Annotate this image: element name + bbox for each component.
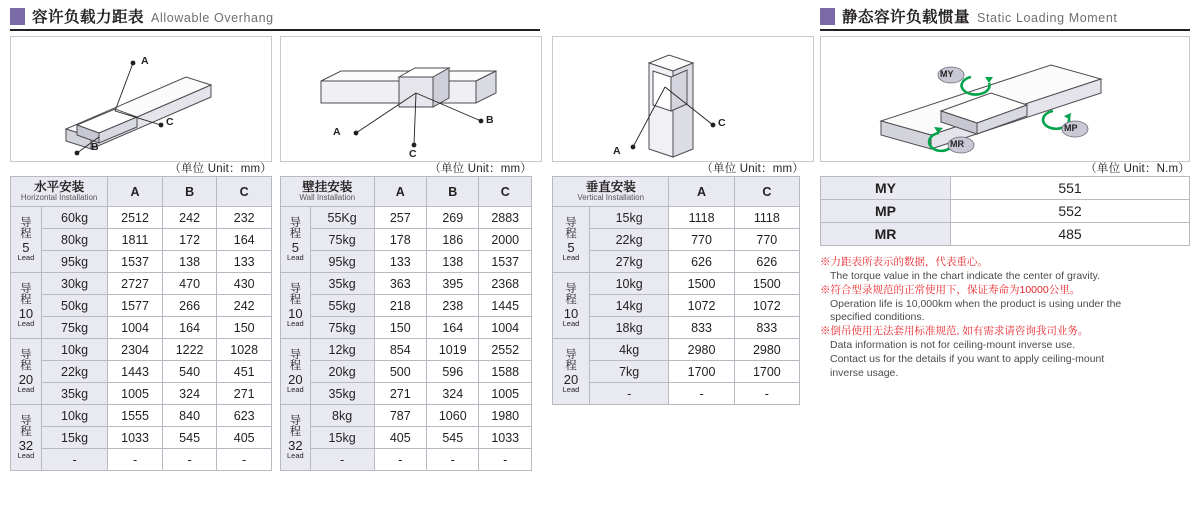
table-row <box>281 427 532 449</box>
unit-caption-2: （单位 Unit：mm） <box>429 163 532 175</box>
unit-caption-1: （单位 Unit：mm） <box>169 163 272 175</box>
diagram-label-mp: MP <box>1064 123 1078 133</box>
load-value: 80kg <box>41 229 107 251</box>
moment-value: 485 <box>951 223 1190 246</box>
note-en: Operation life is 10,000km when the product is using under the <box>830 297 1122 310</box>
overhang-value: 164 <box>162 317 217 339</box>
moment-label: MR <box>821 223 951 246</box>
table-title-cn: 水平安装 <box>34 179 85 194</box>
table-row <box>281 207 532 229</box>
load-value: 4kg <box>589 339 668 361</box>
table-row <box>553 229 800 251</box>
column-header-a: A <box>669 177 734 207</box>
overhang-value: 1555 <box>108 405 163 427</box>
load-value: 30kg <box>41 273 107 295</box>
overhang-value: 2883 <box>479 207 532 229</box>
overhang-value: 1443 <box>108 361 163 383</box>
column-header-a: A <box>108 177 163 207</box>
overhang-value: 186 <box>427 229 479 251</box>
load-value: 55Kg <box>310 207 374 229</box>
overhang-value: 257 <box>374 207 426 229</box>
table-row <box>11 229 272 251</box>
table-row <box>553 207 800 229</box>
table-row <box>11 207 272 229</box>
table-row <box>281 273 532 295</box>
load-value: 10kg <box>41 405 107 427</box>
overhang-value: 164 <box>217 229 272 251</box>
overhang-value: 2512 <box>108 207 163 229</box>
note-cn: ※力距表所表示的数据，代表重心。 <box>820 256 988 268</box>
load-value: 20kg <box>310 361 374 383</box>
section-title-en: Allowable Overhang <box>151 10 274 25</box>
lead-group-label: 导 程 10 Lead <box>553 273 590 339</box>
load-value: 27kg <box>589 251 668 273</box>
load-value: 7kg <box>589 361 668 383</box>
table-row <box>281 251 532 273</box>
table-header-row <box>553 177 800 207</box>
divider <box>10 29 540 31</box>
table-horizontal-installation <box>10 176 272 471</box>
table-row <box>281 405 532 427</box>
table-header-row <box>281 177 532 207</box>
overhang-value: 545 <box>427 427 479 449</box>
table-row <box>11 339 272 361</box>
table-row <box>553 383 800 405</box>
overhang-value: 1700 <box>734 361 799 383</box>
overhang-value: 1811 <box>108 229 163 251</box>
table-row <box>553 317 800 339</box>
overhang-value: 269 <box>427 207 479 229</box>
load-value: 12kg <box>310 339 374 361</box>
lead-group-label: 导 程 20 Lead <box>281 339 311 405</box>
table-header-row <box>11 177 272 207</box>
overhang-value: 451 <box>217 361 272 383</box>
table-row <box>11 405 272 427</box>
overhang-value: 1700 <box>669 361 734 383</box>
load-value: 35kg <box>41 383 107 405</box>
column-header-a: A <box>374 177 426 207</box>
table-title-en: Vertical Installation <box>577 192 645 202</box>
table-title-cell <box>281 177 375 207</box>
column-header-b: B <box>427 177 479 207</box>
accent-bar-icon <box>820 8 835 25</box>
diagram-label-my: MY <box>940 69 954 79</box>
overhang-value: 540 <box>162 361 217 383</box>
section-static-loading-moment <box>820 8 1190 31</box>
overhang-value: 178 <box>374 229 426 251</box>
load-value: 18kg <box>589 317 668 339</box>
section-heading-left <box>10 8 540 25</box>
overhang-value: - <box>734 383 799 405</box>
overhang-value: 1019 <box>427 339 479 361</box>
overhang-value: - <box>374 449 426 471</box>
load-value: 15kg <box>589 207 668 229</box>
overhang-value: 1577 <box>108 295 163 317</box>
overhang-value: 324 <box>162 383 217 405</box>
overhang-value: 164 <box>427 317 479 339</box>
overhang-value: 1004 <box>479 317 532 339</box>
diagram-vertical-svg <box>553 37 813 161</box>
overhang-value: 787 <box>374 405 426 427</box>
table-row <box>553 339 800 361</box>
overhang-value: 596 <box>427 361 479 383</box>
lead-group-label: 导 程 5 Lead <box>553 207 590 273</box>
table-title-cell <box>553 177 669 207</box>
overhang-value: 2980 <box>669 339 734 361</box>
table-static-loading-moment <box>820 176 1190 246</box>
section-title-cn: 静态容许负载惯量 <box>842 8 971 26</box>
overhang-value: 2368 <box>479 273 532 295</box>
overhang-value: 1222 <box>162 339 217 361</box>
moment-value: 552 <box>951 200 1190 223</box>
note-cn: ※符合型录规范的正常使用下，保证寿命为10000公里。 <box>820 283 1081 296</box>
overhang-value: 1072 <box>669 295 734 317</box>
load-value: 75kg <box>310 317 374 339</box>
unit-caption-3: （单位 Unit：mm） <box>701 163 804 175</box>
overhang-value: 2552 <box>479 339 532 361</box>
divider <box>820 29 1190 31</box>
overhang-value: 405 <box>217 427 272 449</box>
column-header-c: C <box>217 177 272 207</box>
table-row <box>281 295 532 317</box>
load-value: 75kg <box>310 229 374 251</box>
diagram-label-c: C <box>166 116 174 128</box>
table-row <box>11 317 272 339</box>
overhang-value: 854 <box>374 339 426 361</box>
unit-caption-4: （单位 Unit：N.m） <box>1085 163 1190 175</box>
load-value: 35kg <box>310 273 374 295</box>
table-row <box>11 449 272 471</box>
column-header-c: C <box>734 177 799 207</box>
overhang-value: 395 <box>427 273 479 295</box>
overhang-value: 1118 <box>669 207 734 229</box>
lead-group-label: 导 程 10 Lead <box>281 273 311 339</box>
overhang-value: - <box>479 449 532 471</box>
diagram-static-loading-moment <box>820 36 1190 162</box>
column-header-c: C <box>479 177 532 207</box>
diagram-wall-svg <box>281 37 541 161</box>
load-value: 10kg <box>589 273 668 295</box>
diagram-label-b: B <box>91 141 99 153</box>
section-title-cn: 容许负载力距表 <box>32 8 145 26</box>
overhang-value: 500 <box>374 361 426 383</box>
overhang-value: 1537 <box>479 251 532 273</box>
overhang-value: 840 <box>162 405 217 427</box>
diagram-horizontal-installation <box>10 36 272 162</box>
table-row <box>553 251 800 273</box>
load-value: 75kg <box>41 317 107 339</box>
diagram-label-a: A <box>333 126 341 138</box>
overhang-value: 271 <box>217 383 272 405</box>
overhang-value: 150 <box>374 317 426 339</box>
overhang-value: 1537 <box>108 251 163 273</box>
overhang-value: 770 <box>669 229 734 251</box>
table-title-cn: 垂直安装 <box>585 179 636 194</box>
moment-value: 551 <box>951 177 1190 200</box>
table-row <box>281 229 532 251</box>
overhang-value: 2727 <box>108 273 163 295</box>
overhang-value: - <box>162 449 217 471</box>
overhang-value: - <box>427 449 479 471</box>
overhang-value: 242 <box>162 207 217 229</box>
overhang-value: 266 <box>162 295 217 317</box>
load-value: - <box>310 449 374 471</box>
load-value: 22kg <box>589 229 668 251</box>
load-value: 95kg <box>310 251 374 273</box>
diagram-moment-svg <box>821 37 1189 161</box>
load-value: 50kg <box>41 295 107 317</box>
overhang-value: 271 <box>374 383 426 405</box>
overhang-value: 2980 <box>734 339 799 361</box>
diagram-label-a: A <box>613 145 621 157</box>
table-title-en: Horizontal Installation <box>20 192 98 202</box>
note-en: Contact us for the details if you want to apply ceiling-mount <box>830 353 1105 366</box>
table-row <box>281 361 532 383</box>
overhang-value: 2000 <box>479 229 532 251</box>
lead-group-label: 导 程 5 Lead <box>11 207 42 273</box>
diagram-label-a: A <box>141 55 149 67</box>
table-row <box>553 273 800 295</box>
overhang-value: 1004 <box>108 317 163 339</box>
diagram-label-b: B <box>486 114 494 126</box>
section-allowable-overhang <box>10 8 540 31</box>
table-row <box>11 251 272 273</box>
overhang-value: 2304 <box>108 339 163 361</box>
load-value: 14kg <box>589 295 668 317</box>
load-value: 95kg <box>41 251 107 273</box>
table-wall-installation <box>280 176 532 471</box>
note-en: The torque value in the chart indicate the center of gravity. <box>830 269 1101 282</box>
overhang-value: - <box>108 449 163 471</box>
overhang-value: - <box>217 449 272 471</box>
table-row <box>821 177 1190 200</box>
overhang-value: 1072 <box>734 295 799 317</box>
load-value: 35kg <box>310 383 374 405</box>
lead-group-label: 导 程 20 Lead <box>553 339 590 405</box>
overhang-value: 1060 <box>427 405 479 427</box>
note-en: Data information is not for ceiling-mount inverse use. <box>830 339 1076 352</box>
table-title-en: Wall Installation <box>299 192 356 202</box>
load-value: 15kg <box>41 427 107 449</box>
lead-group-label: 导 程 5 Lead <box>281 207 311 273</box>
table-row <box>553 295 800 317</box>
column-header-b: B <box>162 177 217 207</box>
table-row <box>11 273 272 295</box>
lead-group-label: 导 程 32 Lead <box>11 405 42 471</box>
overhang-value: - <box>669 383 734 405</box>
overhang-value: 1028 <box>217 339 272 361</box>
overhang-value: 324 <box>427 383 479 405</box>
overhang-value: 1005 <box>108 383 163 405</box>
overhang-value: 1033 <box>108 427 163 449</box>
overhang-value: 1445 <box>479 295 532 317</box>
table-row <box>11 295 272 317</box>
overhang-value: 232 <box>217 207 272 229</box>
diagram-label-c: C <box>718 117 726 129</box>
section-title-en: Static Loading Moment <box>977 10 1118 25</box>
diagram-label-mr: MR <box>950 139 964 149</box>
table-row <box>281 383 532 405</box>
diagram-wall-installation <box>280 36 542 162</box>
section-heading-right <box>820 8 1190 25</box>
accent-bar-icon <box>10 8 25 25</box>
overhang-value: 770 <box>734 229 799 251</box>
load-value: 10kg <box>41 339 107 361</box>
note-en: inverse usage. <box>830 366 899 379</box>
load-value: - <box>589 383 668 405</box>
overhang-value: 1500 <box>734 273 799 295</box>
overhang-value: 470 <box>162 273 217 295</box>
overhang-value: 405 <box>374 427 426 449</box>
overhang-value: 150 <box>217 317 272 339</box>
table-row <box>281 449 532 471</box>
table-row <box>11 383 272 405</box>
load-value: 15kg <box>310 427 374 449</box>
overhang-value: 833 <box>669 317 734 339</box>
table-row <box>281 317 532 339</box>
overhang-value: 1118 <box>734 207 799 229</box>
diagram-vertical-installation <box>552 36 814 162</box>
overhang-value: 626 <box>734 251 799 273</box>
overhang-value: 133 <box>217 251 272 273</box>
load-value: 60kg <box>41 207 107 229</box>
table-row <box>11 361 272 383</box>
overhang-value: 1980 <box>479 405 532 427</box>
overhang-value: 833 <box>734 317 799 339</box>
overhang-value: 626 <box>669 251 734 273</box>
overhang-value: 238 <box>427 295 479 317</box>
overhang-value: 242 <box>217 295 272 317</box>
overhang-value: 623 <box>217 405 272 427</box>
overhang-value: 218 <box>374 295 426 317</box>
overhang-value: 138 <box>427 251 479 273</box>
overhang-value: 545 <box>162 427 217 449</box>
overhang-value: 363 <box>374 273 426 295</box>
overhang-value: 430 <box>217 273 272 295</box>
note-en: specified conditions. <box>830 311 925 324</box>
moment-label: MY <box>821 177 951 200</box>
overhang-value: 1588 <box>479 361 532 383</box>
load-value: 8kg <box>310 405 374 427</box>
note-cn: ※倒吊使用无法套用标准规范, 如有需求请咨询我司业务。 <box>820 325 1089 338</box>
table-row <box>281 339 532 361</box>
table-row <box>821 223 1190 246</box>
overhang-value: 133 <box>374 251 426 273</box>
diagram-row <box>10 36 810 164</box>
load-value: - <box>41 449 107 471</box>
table-title-cn: 壁挂安装 <box>302 179 353 194</box>
overhang-value: 1033 <box>479 427 532 449</box>
load-value: 55kg <box>310 295 374 317</box>
table-vertical-installation <box>552 176 800 405</box>
table-row <box>11 427 272 449</box>
table-row <box>553 361 800 383</box>
overhang-value: 172 <box>162 229 217 251</box>
overhang-value: 1500 <box>669 273 734 295</box>
diagram-label-c: C <box>409 148 417 160</box>
moment-label: MP <box>821 200 951 223</box>
table-title-cell <box>11 177 108 207</box>
notes-block <box>820 256 1198 381</box>
lead-group-label: 导 程 10 Lead <box>11 273 42 339</box>
load-value: 22kg <box>41 361 107 383</box>
lead-group-label: 导 程 32 Lead <box>281 405 311 471</box>
table-row <box>821 200 1190 223</box>
overhang-value: 1005 <box>479 383 532 405</box>
overhang-value: 138 <box>162 251 217 273</box>
lead-group-label: 导 程 20 Lead <box>11 339 42 405</box>
